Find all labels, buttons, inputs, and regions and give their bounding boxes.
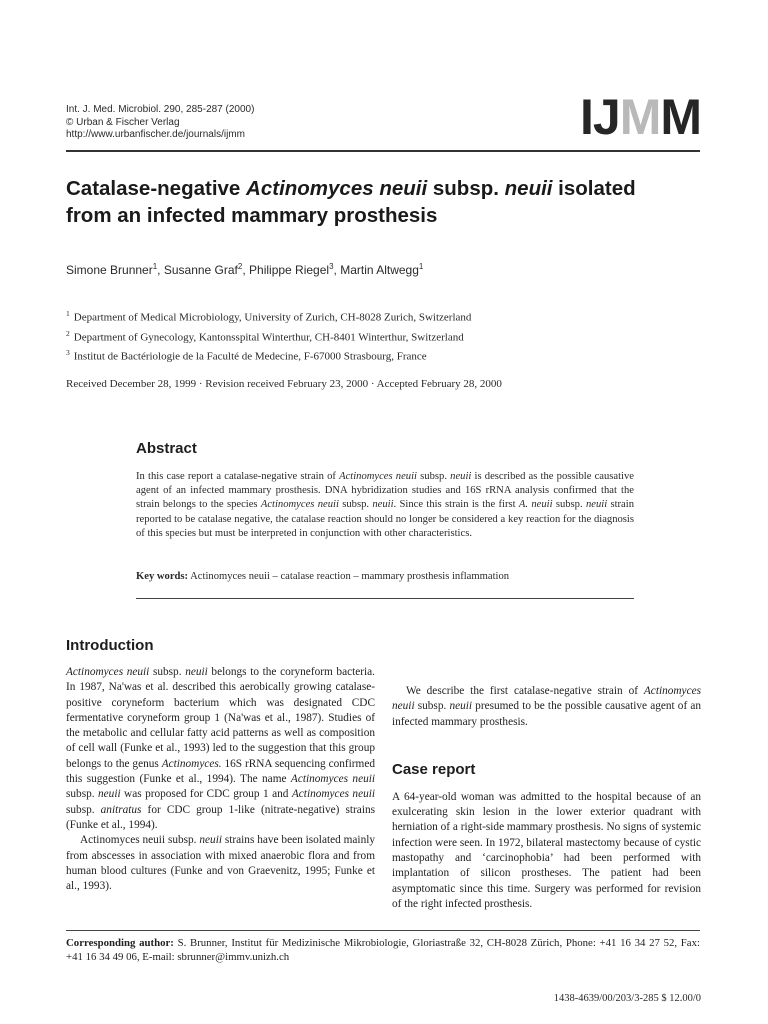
abstract-run: subsp. (338, 499, 373, 511)
introduction-paragraph-2 (66, 833, 375, 894)
intro-italic: neuii (98, 788, 121, 801)
title-text: Catalase-negative (66, 177, 247, 200)
abstract-run: subsp. (552, 499, 586, 511)
author (340, 263, 423, 277)
intro-run: presumed to be the possible causative agent of an infected mammary prosthesis. (392, 700, 701, 728)
intro-run: Actinomyces neuii subsp. (80, 834, 200, 847)
author-separator: , (333, 263, 341, 277)
publisher-line: © Urban & Fischer Verlag (66, 116, 180, 128)
author (164, 263, 249, 277)
abstract-italic: Actinomyces neuii (260, 499, 339, 511)
case-report-paragraph: A 64-year-old woman was admitted to the hospital because of an exulcerating skin lesion in the lower exterior quadrant with herniation of a right-side mammary prosthesis. No signs of systemic infection were seen. In 1972, bilateral mastectomy because of cystic mastopathy and ‘carcinophobia’ had been performed with implantation of silicon prostheses. The patient had been asymptomatic since this time. Surgery was performed for revision of the right infected prosthesis. (392, 790, 701, 910)
affiliation-number: 1 (66, 309, 70, 318)
affiliation-number: 3 (66, 348, 70, 358)
introduction-paragraph-1 (66, 665, 375, 833)
title-text: subsp. (427, 177, 505, 200)
journal-logo (579, 89, 701, 145)
issn-price: 1438-4639/00/203/3-285 $ 12.00/0 (553, 993, 701, 1004)
intro-run: subsp. (414, 700, 450, 713)
abstract-run: subsp. (417, 471, 451, 482)
logo-text-ij: IJ (579, 89, 620, 145)
abstract-italic: A. neuii (518, 499, 553, 511)
affiliation-number: 2 (66, 328, 70, 338)
affiliation-item (66, 326, 471, 346)
affiliation-item (66, 345, 471, 365)
author-separator: , (242, 263, 250, 277)
abstract-divider (136, 598, 634, 599)
author-affiliation-mark: 1 (152, 262, 158, 271)
intro-run: was proposed for CDC group 1 and (120, 788, 292, 801)
author-name: Simone Brunner (66, 263, 153, 277)
keywords-label: Key words: (136, 571, 189, 582)
abstract-run: In this case report a catalase-negative strain of (136, 471, 340, 482)
affiliation-item (66, 306, 471, 326)
abstract-run: . Since this strain is the first (393, 499, 519, 511)
author (249, 263, 340, 277)
footnote-divider (66, 930, 700, 931)
intro-italic: Actinomyces neuii (290, 773, 376, 786)
title-species: Actinomyces neuii (246, 177, 428, 200)
intro-italic: Actinomyces. (161, 757, 222, 770)
intro-run: belongs to the coryneform bacteria. In 1987, Na'was et al. described this aerobically growing catalase-positive coryneform bacterium which was designated CDC fermentative coryneform group 1 (Na'was et al., 1987). Studies of the metabolic and cellular fatty acid patterns as well as composition of cell wall (Funke et al., 1993) led to the suggestion that this group belongs to the genus (66, 666, 375, 770)
intro-italic: neuii (449, 700, 473, 713)
logo-text-m: M (660, 89, 701, 145)
author-affiliation-mark: 3 (329, 262, 334, 271)
abstract-italic: neuii (585, 499, 608, 511)
header-divider (66, 150, 700, 152)
article-title (66, 175, 666, 229)
abstract-italic: neuii (372, 499, 394, 511)
affiliation-text: Institut de Bactériologie de la Faculté de Medecine, F-67000 Strasbourg, France (73, 350, 427, 363)
author-list (66, 262, 423, 277)
intro-italic: neuii (199, 834, 222, 847)
intro-italic: neuii (185, 666, 208, 678)
author-name: Susanne Graf (163, 263, 238, 277)
introduction-paragraph-3 (392, 684, 701, 730)
affiliation-list (66, 306, 471, 365)
corresponding-author-note (66, 936, 700, 964)
intro-italic: Actinomyces neuii (392, 685, 701, 713)
case-report-heading: Case report (392, 760, 476, 778)
author-name: Philippe Riegel (249, 263, 330, 277)
logo-text-m-light: M (619, 89, 661, 145)
abstract-italic: Actinomyces neuii (339, 471, 417, 482)
title-line-2: from an infected mammary prosthesis (66, 204, 438, 227)
author-name: Martin Altwegg (340, 263, 419, 277)
intro-run: subsp. (66, 803, 101, 816)
intro-italic: anitratus (100, 803, 142, 816)
author-separator: , (157, 263, 164, 277)
abstract-text (136, 470, 634, 541)
author-affiliation-mark: 2 (237, 262, 243, 271)
intro-run: 16S rRNA sequencing confirmed this suggestion (Funke et al., 1994). The name (66, 757, 376, 786)
affiliation-text: Department of Gynecology, Kantonsspital Winterthur, CH-8401 Winterthur, Switzerland (73, 331, 464, 344)
introduction-heading: Introduction (66, 637, 154, 654)
intro-italic: Actinomyces neuii (66, 666, 150, 678)
author-affiliation-mark: 1 (418, 262, 424, 271)
intro-run: subsp. (66, 788, 99, 801)
abstract-run: is described as the possible causative agent of an infected mammary prosthesis. DNA hybridization studies and 16S rRNA analysis confirmed that the strain belongs to the species (136, 471, 634, 511)
keywords (136, 571, 509, 582)
intro-run: strains have been isolated mainly from abscesses in association with mixed anaerobic flora and from human blood cultures (Funke and von Graevenitz, 1995; Funke et al., 1993). (66, 834, 376, 893)
title-subspecies: neuii (504, 177, 553, 200)
intro-run: We describe the first catalase-negative strain of (406, 685, 644, 697)
column-left (66, 636, 375, 894)
column-right (392, 636, 701, 912)
received-dates: Received December 28, 1999 · Revision received February 23, 2000 · Accepted February 28, 2000 (66, 378, 502, 390)
author (66, 263, 164, 277)
keywords-text: Actinomyces neuii – catalase reaction – mammary prosthesis inflammation (188, 571, 510, 582)
abstract-run: strain reported to be catalase negative, the catalase reaction should no longer be considered a key reaction for the diagnosis of this species but must be interpreted in conjunction with other characteristics. (136, 499, 634, 539)
abstract-italic: neuii (450, 471, 472, 482)
corresponding-text: S. Brunner, Institut für Medizinische Mikrobiologie, Gloriastraße 32, CH-8028 Zürich, Phone: +41 16 34 27 52, Fax: +41 16 34 49 06, E-mail: sbrunner@immv.unizh.ch (66, 937, 700, 963)
title-text: isolated (552, 177, 636, 200)
abstract-heading: Abstract (136, 440, 197, 457)
intro-italic: Actinomyces neuii (291, 788, 376, 801)
intro-run: for CDC group 1-like (nitrate-negative) strains (Funke et al., 1994). (66, 803, 376, 831)
intro-run: subsp. (149, 666, 186, 678)
journal-url[interactable]: http://www.urbanfischer.de/journals/ijmm (66, 129, 245, 140)
citation-line: Int. J. Med. Microbiol. 290, 285-287 (2000) (66, 104, 255, 115)
corresponding-label: Corresponding author: (66, 937, 174, 949)
journal-citation (66, 104, 254, 142)
affiliation-text: Department of Medical Microbiology, University of Zurich, CH-8028 Zurich, Switzerland (73, 311, 472, 324)
